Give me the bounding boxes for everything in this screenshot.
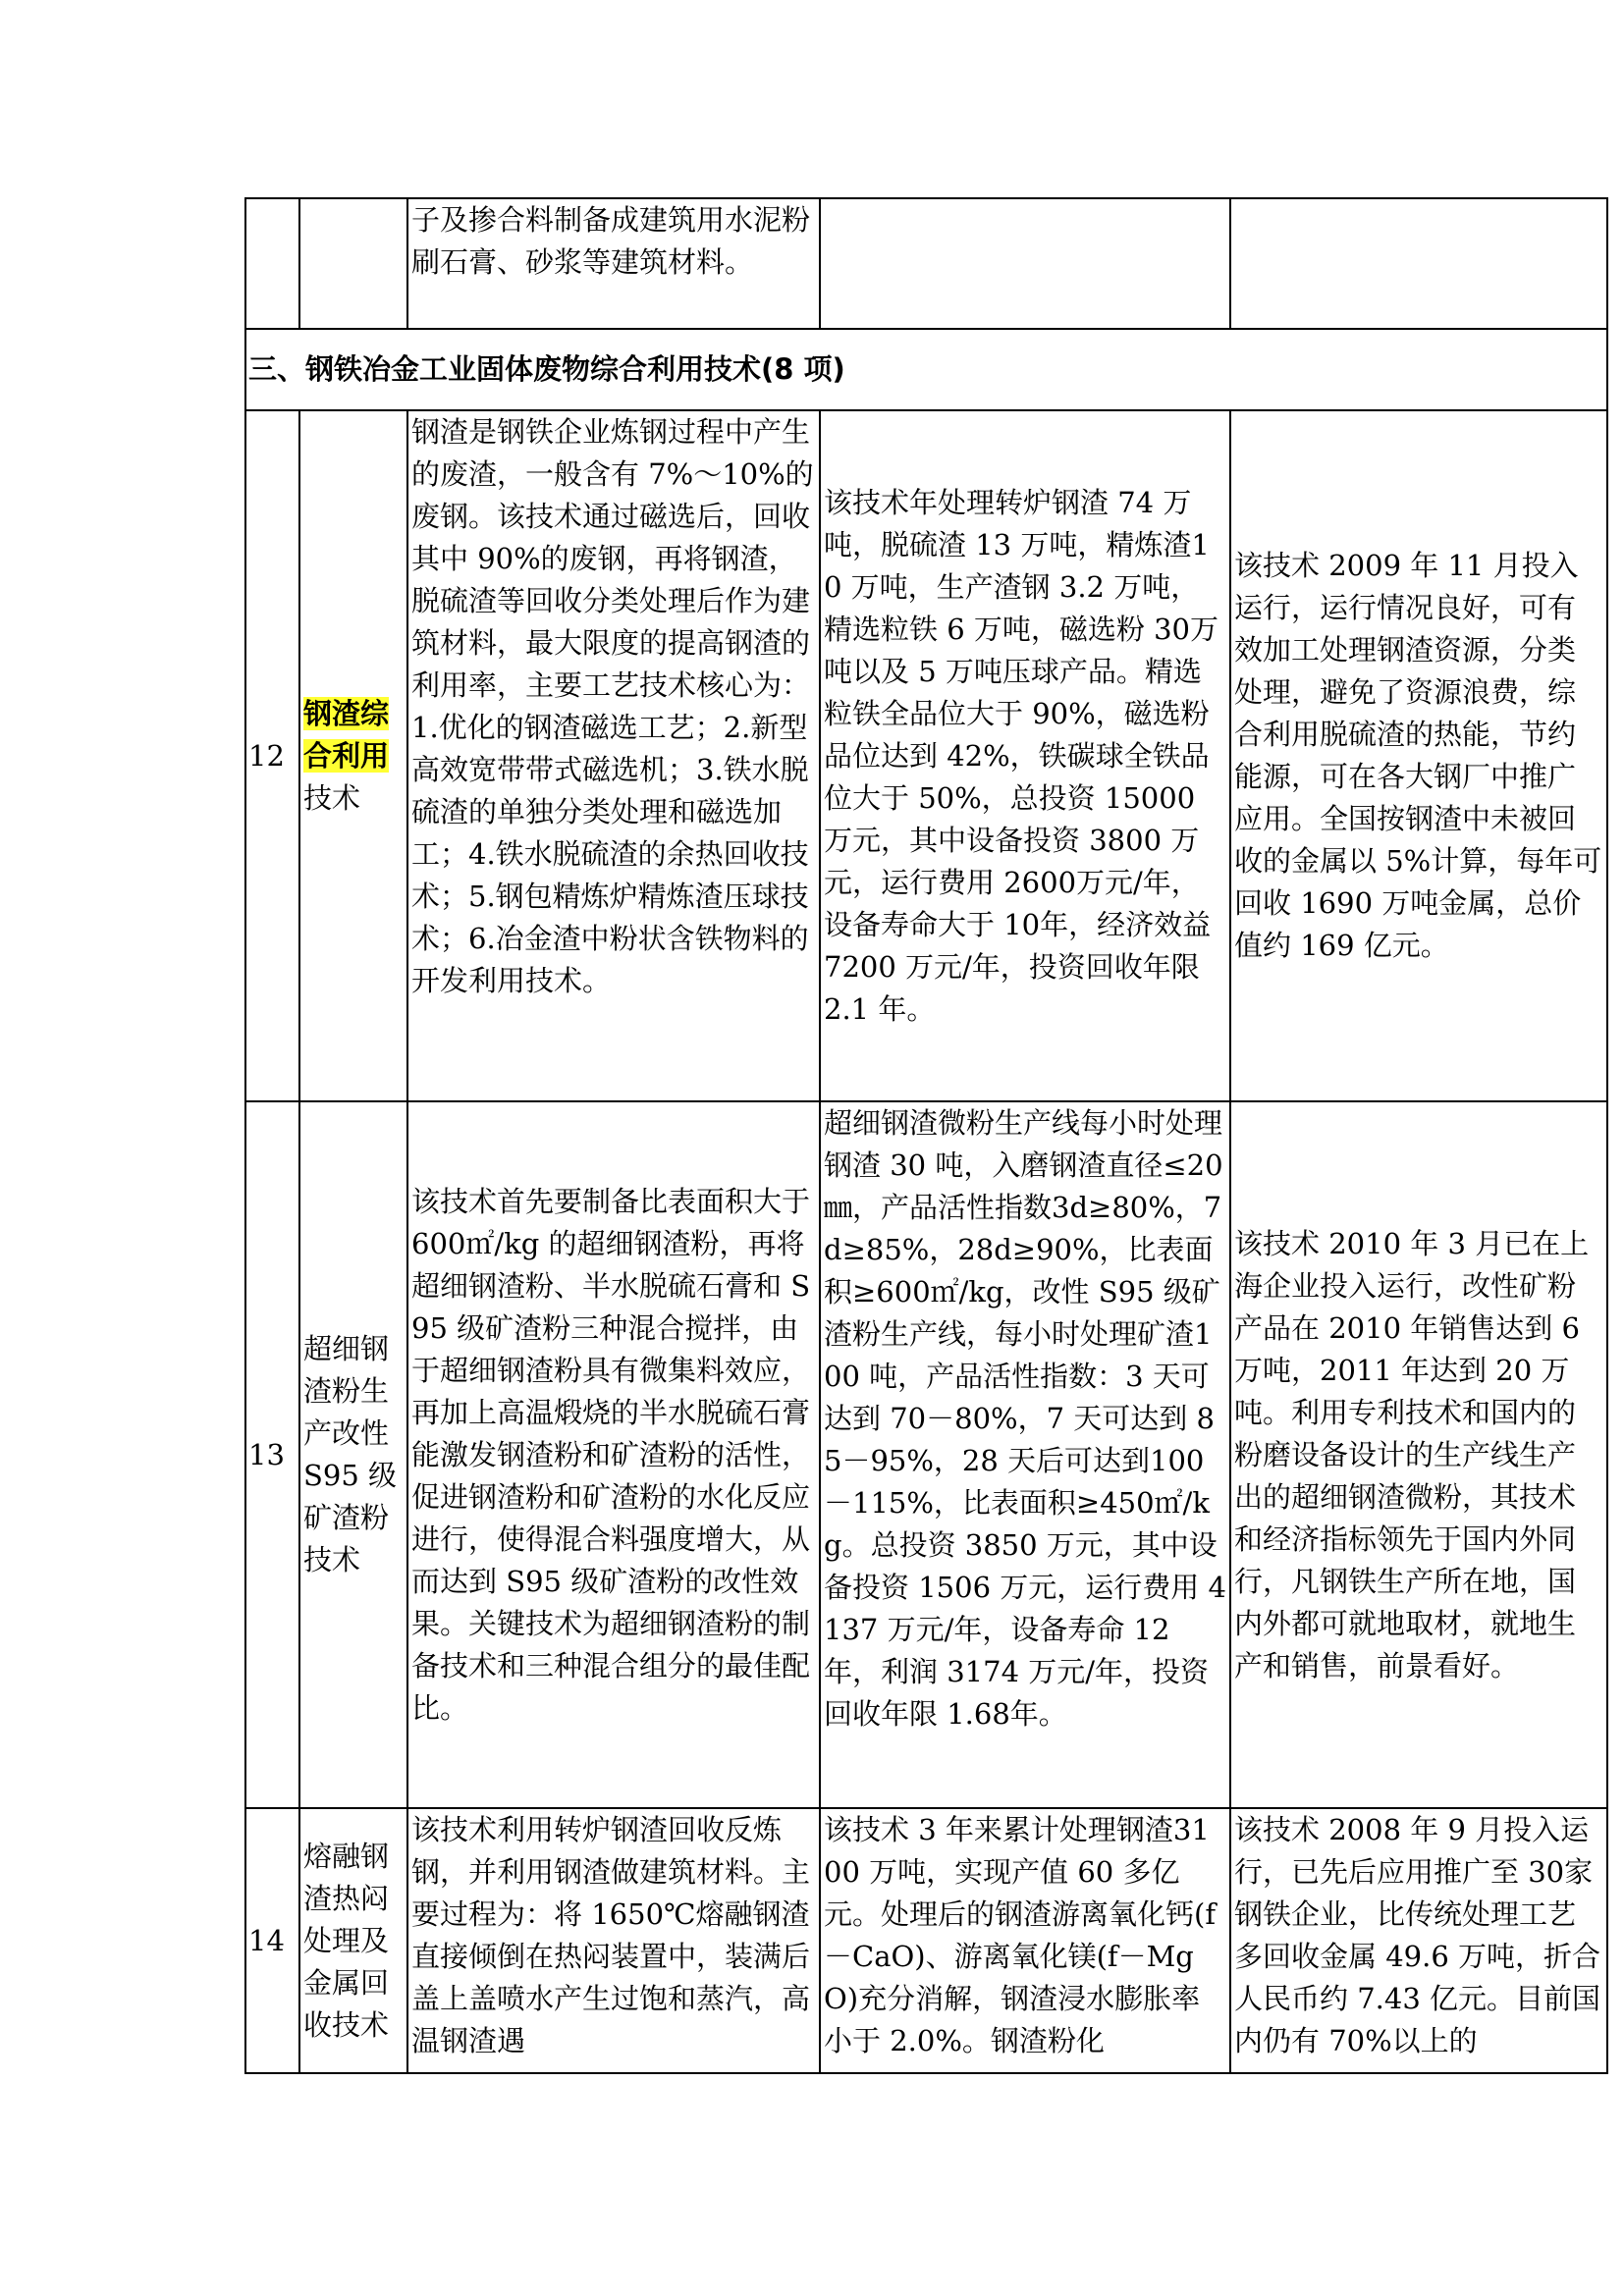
technology-description: 该技术首先要制备比表面积大于 600㎡/kg 的超细钢渣粉，再将超细钢渣粉、半水脱硫石膏和 S95 级矿渣粉三种混合搅拌，由于超细钢渣粉具有微集料效应，再加上高温煅烧的半水脱硫石膏能激发钢渣粉和矿渣粉的活性，促进钢渣粉和矿渣粉的水化反应进行，使得混合料强度增大，从而达到 S95 级矿渣粉的改性效果。关键技术为超细钢渣粉的制备技术和三种混合组分的最佳配比。 <box>407 1101 820 1808</box>
row-number: 13 <box>245 1101 299 1808</box>
table-row <box>245 1101 1607 1808</box>
technology-name: 技术 <box>303 780 361 815</box>
continuation-num-cell <box>245 198 299 329</box>
technology-name: 超细钢渣粉生产改性 S95 级矿渣粉技术 <box>303 1332 397 1576</box>
highlighted-technology-name: 钢渣综合利用 <box>303 696 390 773</box>
technology-prospect: 该技术 2009 年 11 月投入运行，运行情况良好，可有效加工处理钢渣资源，分类处理，避免了资源浪费，综合利用脱硫渣的热能，节约能源，可在各大钢厂中推广应用。全国按钢渣中未被回收的金属以 5%计算，每年可回收 1690 万吨金属，总价值约 169 亿元。 <box>1230 410 1607 1101</box>
technology-scale: 该技术年处理转炉钢渣 74 万吨，脱硫渣 13 万吨，精炼渣10 万吨，生产渣钢 3.2 万吨，精选粒铁 6 万吨，磁选粉 30万吨以及 5 万吨压球产品。精选粒铁全品位大于 90%，磁选粉品位达到 42%，铁碳球全铁品位大于 50%，总投资 15000 万元，其中设备投资 3800 万元，运行费用 2600万元/年，设备寿命大于 10年，经济效益 7200 万元/年，投资回收年限 2.1 年。 <box>820 410 1230 1101</box>
section-header-row <box>245 329 1607 410</box>
continuation-row <box>245 198 1607 329</box>
technology-prospect: 该技术 2010 年 3 月已在上海企业投入运行，改性矿粉产品在 2010 年销售达到 6万吨，2011 年达到 20 万吨。利用专利技术和国内的粉磨设备设计的生产线生产出的超细钢渣微粉，其技术和经济指标领先于国内外同行，凡钢铁生产所在地，国内外都可就地取材，就地生产和销售，前景看好。 <box>1230 1101 1607 1808</box>
continuation-description: 子及掺合料制备成建筑用水泥粉刷石膏、砂浆等建筑材料。 <box>411 203 811 279</box>
table-row <box>245 1808 1607 2073</box>
technology-name: 熔融钢渣热闷处理及金属回收技术 <box>303 1839 390 2042</box>
row-number: 12 <box>245 410 299 1101</box>
technology-name-cell <box>299 410 407 1101</box>
continuation-description-cell <box>407 198 820 329</box>
continuation-prospect-cell <box>1230 198 1607 329</box>
continuation-name-cell <box>299 198 407 329</box>
technology-prospect: 该技术 2008 年 9 月投入运行，已先后应用推广至 30家钢铁企业，比传统处理工艺多回收金属 49.6 万吨，折合人民币约 7.43 亿元。目前国内仍有 70%以上的 <box>1230 1808 1607 2073</box>
technology-name-cell <box>299 1101 407 1808</box>
technology-description: 钢渣是钢铁企业炼钢过程中产生的废渣，一般含有 7%～10%的废钢。该技术通过磁选后，回收其中 90%的废钢，再将钢渣，脱硫渣等回收分类处理后作为建筑材料，最大限度的提高钢渣的利用率，主要工艺技术核心为：1.优化的钢渣磁选工艺；2.新型高效宽带带式磁选机；3.铁水脱硫渣的单独分类处理和磁选加工；4.铁水脱硫渣的余热回收技术；5.钢包精炼炉精炼渣压球技术；6.冶金渣中粉状含铁物料的开发利用技术。 <box>407 410 820 1101</box>
continuation-scale-cell <box>820 198 1230 329</box>
technology-table <box>244 197 1608 2074</box>
technology-name-cell <box>299 1808 407 2073</box>
technology-scale: 该技术 3 年来累计处理钢渣3100 万吨，实现产值 60 多亿元。处理后的钢渣游离氧化钙(f－CaO)、游离氧化镁(f－MgO)充分消解，钢渣浸水膨胀率小于 2.0%。钢渣粉化 <box>820 1808 1230 2073</box>
technology-description: 该技术利用转炉钢渣回收反炼钢，并利用钢渣做建筑材料。主要过程为：将 1650℃熔融钢渣直接倾倒在热闷装置中，装满后盖上盖喷水产生过饱和蒸汽，高温钢渣遇 <box>407 1808 820 2073</box>
section-title: 三、钢铁冶金工业固体废物综合利用技术(8 项) <box>245 329 1607 410</box>
technology-scale: 超细钢渣微粉生产线每小时处理钢渣 30 吨，入磨钢渣直径≤20㎜，产品活性指数3d≥80%，7d≥85%，28d≥90%，比表面积≥600㎡/kg，改性 S95 级矿渣粉生产线，每小时处理矿渣100 吨，产品活性指数：3 天可达到 70－80%，7 天可达到 85－95%，28 天后可达到100－115%，比表面积≥450㎡/kg。总投资 3850 万元，其中设备投资 1506 万元，运行费用 4137 万元/年，设备寿命 12 年，利润 3174 万元/年，投资回收年限 1.68年。 <box>820 1101 1230 1808</box>
row-number: 14 <box>245 1808 299 2073</box>
table-row <box>245 410 1607 1101</box>
